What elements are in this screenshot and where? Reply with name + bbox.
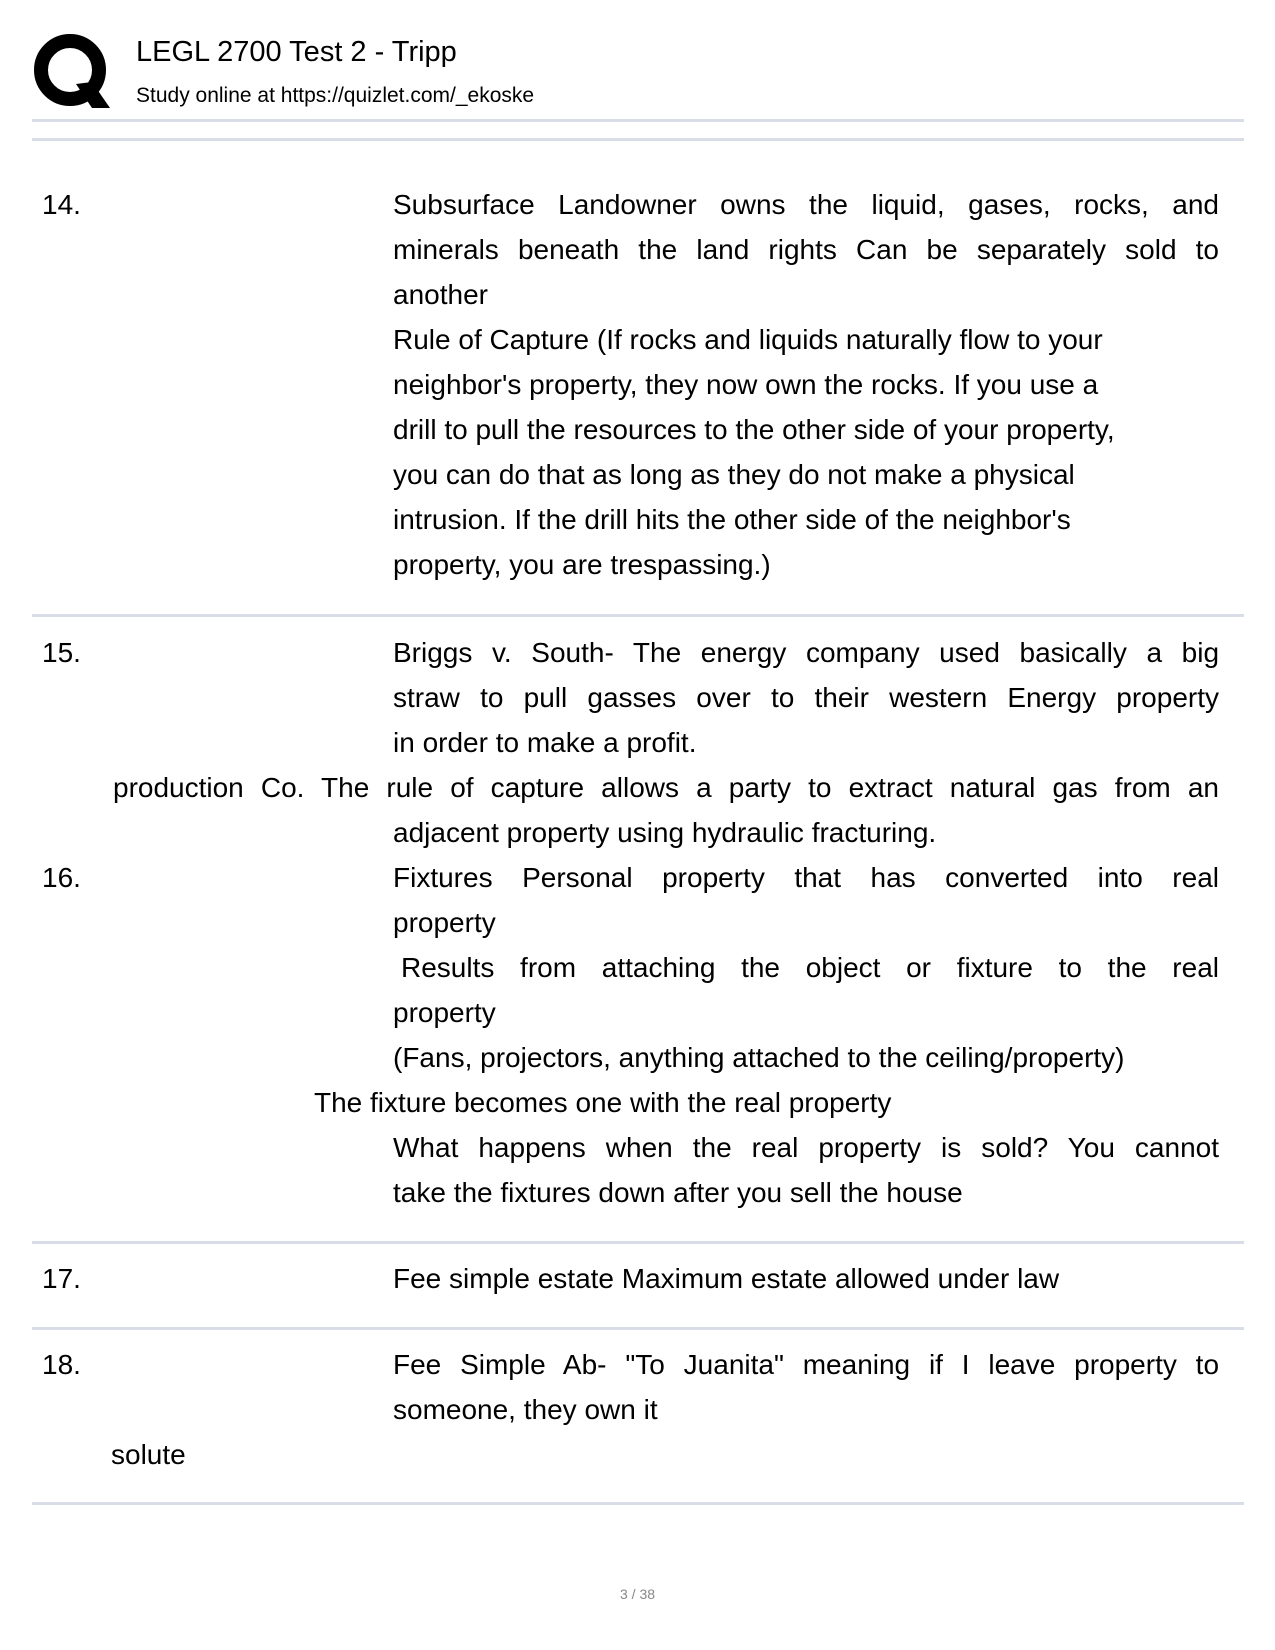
- definition-text: straw to pull gasses over to their western Energy: [393, 682, 1097, 713]
- card-line: [393, 855, 1219, 900]
- card-line: adjacent property using hydraulic fracturing.: [393, 817, 937, 848]
- card-line: [393, 630, 1219, 675]
- card-line: [393, 182, 1219, 227]
- card-line: in order to make a profit.: [393, 727, 697, 758]
- card-line: Results from attaching the object or fixture to the real: [401, 952, 1219, 983]
- header-divider: [32, 138, 1244, 141]
- card-line: The fixture becomes one with the real property: [314, 1087, 892, 1118]
- card-line: property: [393, 907, 496, 938]
- card-line: Rule of Capture (If rocks and liquids naturally flow to your: [393, 324, 1103, 355]
- card-line: production Co. The rule of capture allows a party to extract natural gas from an: [113, 772, 1219, 803]
- definition-text: property: [1116, 682, 1219, 713]
- definition-text: minerals beneath the land rights: [393, 234, 837, 265]
- card-line: [393, 227, 1219, 272]
- card-number: 15.: [42, 637, 81, 668]
- header-divider: [32, 119, 1244, 122]
- card-number: 14.: [42, 189, 81, 220]
- card-line: solute: [111, 1439, 186, 1470]
- card-divider: [32, 1502, 1244, 1505]
- definition-text: "To Juanita" meaning if I leave property to: [625, 1349, 1220, 1380]
- card-line: intrusion. If the drill hits the other side of the neighbor's: [393, 504, 1071, 535]
- term-text: Fixtures: [393, 862, 493, 893]
- term-text: Subsurface: [393, 189, 535, 220]
- card-divider: [32, 614, 1244, 617]
- card-divider: [32, 1327, 1244, 1330]
- card-line: another: [393, 279, 488, 310]
- card-line: drill to pull the resources to the other side of your property,: [393, 414, 1115, 445]
- card-number: 18.: [42, 1349, 81, 1380]
- card-line: [393, 675, 1219, 720]
- card-line: property, you are trespassing.): [393, 549, 771, 580]
- card-line: What happens when the real property is sold? You cannot: [393, 1132, 1219, 1163]
- term-text: Fee Simple Ab-: [393, 1349, 607, 1380]
- card-number: 17.: [42, 1263, 81, 1294]
- card-line: take the fixtures down after you sell the house: [393, 1177, 963, 1208]
- card-line: [393, 1342, 1219, 1387]
- definition-text: Landowner owns the liquid, gases, rocks, and: [558, 189, 1220, 220]
- definition-text: Personal property that has converted into real: [522, 862, 1219, 893]
- card-line: you can do that as long as they do not make a physical: [393, 459, 1075, 490]
- card-line: property: [393, 997, 496, 1028]
- definition-text: Can be separately sold to: [856, 234, 1220, 265]
- card-line: Fee simple estate Maximum estate allowed under law: [393, 1263, 1060, 1294]
- study-online-link[interactable]: Study online at https://quizlet.com/_ekoske: [136, 84, 535, 107]
- card-line: someone, they own it: [393, 1394, 658, 1425]
- document-title: LEGL 2700 Test 2 - Tripp: [136, 36, 457, 68]
- card-line: (Fans, projectors, anything attached to the ceiling/property): [393, 1042, 1125, 1073]
- quizlet-logo-icon: [32, 32, 112, 112]
- card-divider: [32, 1241, 1244, 1244]
- term-text: Briggs v. South-: [393, 637, 614, 668]
- page-number: 3 / 38: [619, 1586, 656, 1602]
- definition-text: The energy company used basically a big: [632, 637, 1220, 668]
- card-number: 16.: [42, 862, 81, 893]
- card-line: neighbor's property, they now own the rocks. If you use a: [393, 369, 1099, 400]
